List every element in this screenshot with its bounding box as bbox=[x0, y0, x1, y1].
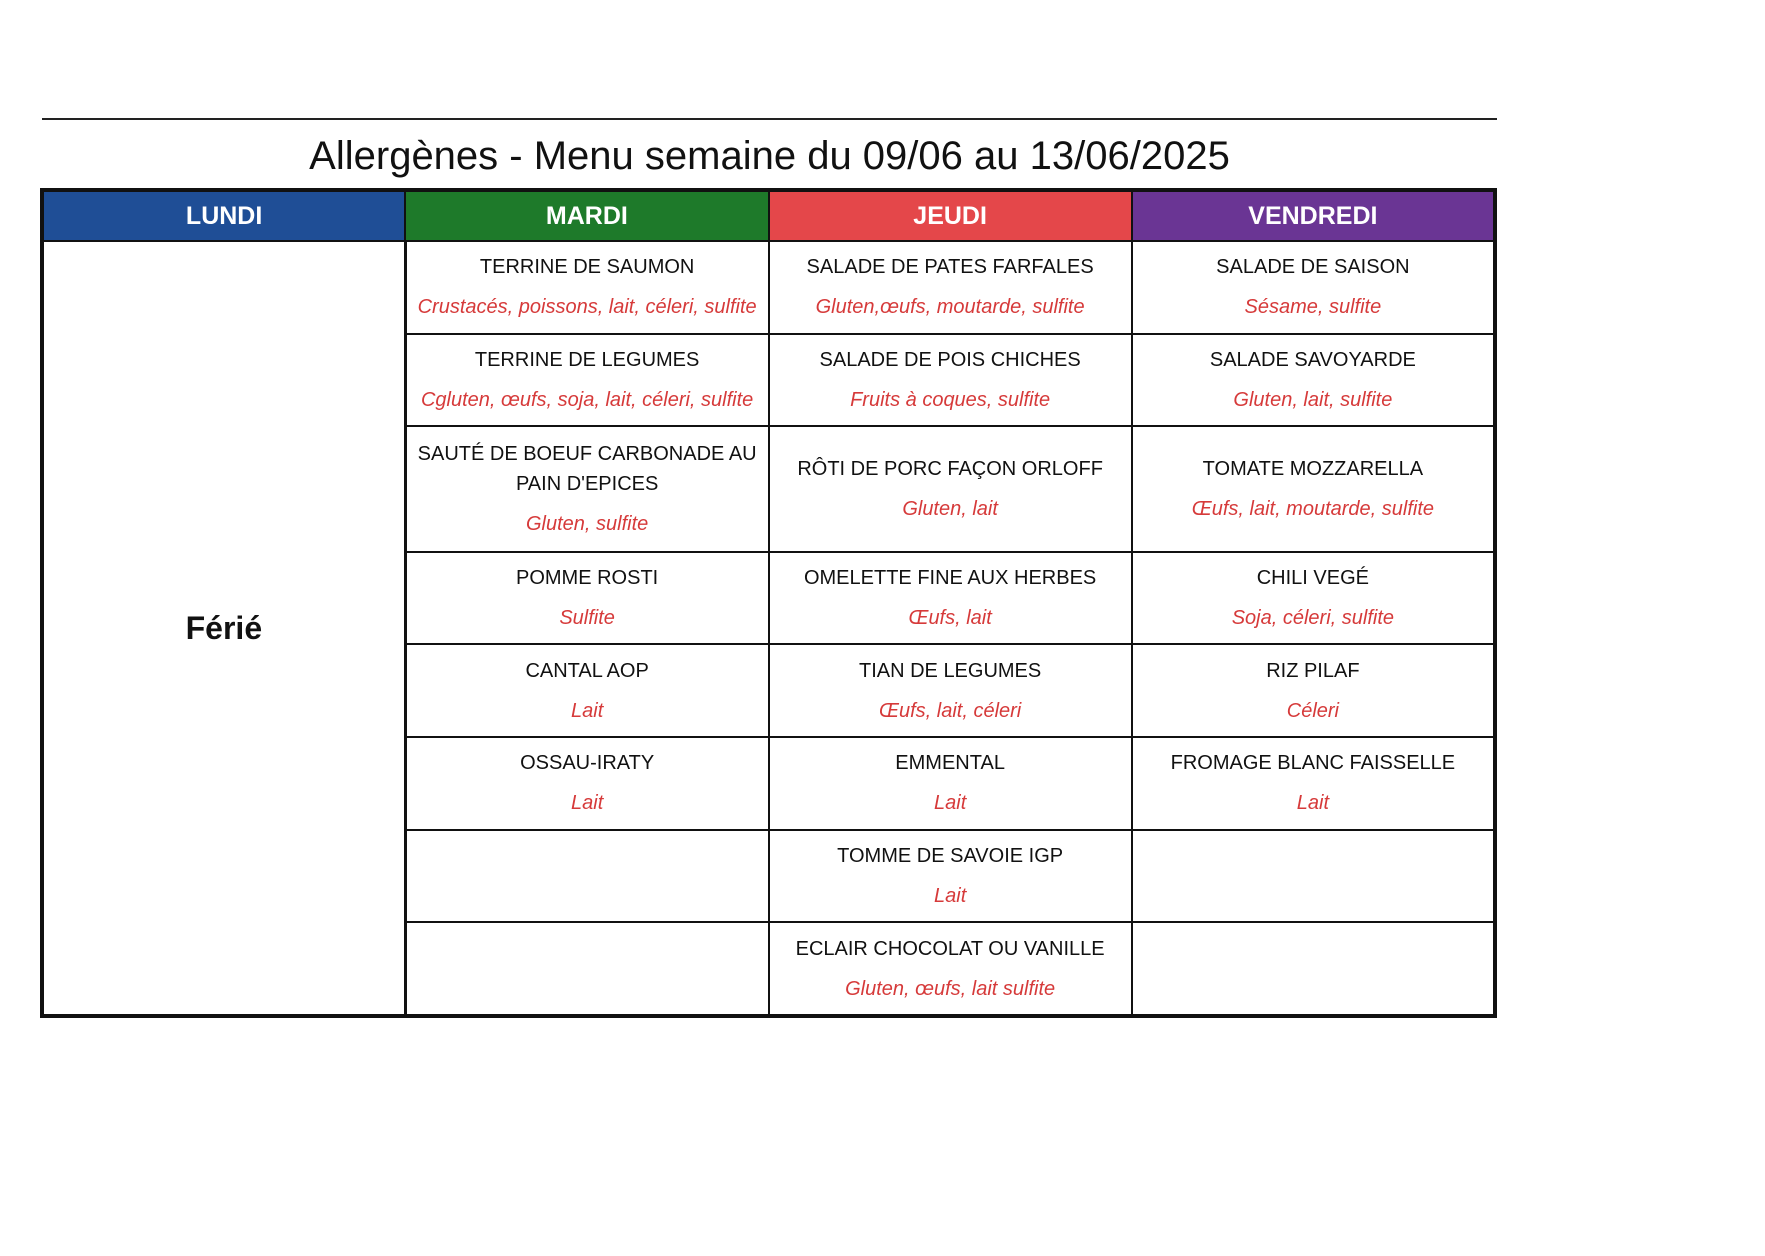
dish-allergens: Œufs, lait, céleri bbox=[878, 699, 1022, 722]
menu-cell-jeudi bbox=[769, 241, 1132, 334]
dish-allergens: Gluten, lait bbox=[902, 498, 998, 521]
menu-cell-vendredi bbox=[1132, 552, 1495, 645]
dish-allergens: Œufs, lait bbox=[908, 607, 992, 630]
dish-name: POMME ROSTI bbox=[516, 567, 659, 590]
menu-cell-vendredi bbox=[1132, 922, 1495, 1016]
dish-allergens: Fruits à coques, sulfite bbox=[850, 388, 1051, 411]
header-vendredi: VENDREDI bbox=[1132, 190, 1495, 241]
dish-allergens: Lait bbox=[1296, 792, 1329, 815]
dish-allergens: Lait bbox=[571, 699, 604, 722]
dish-name: SALADE DE SAISON bbox=[1216, 256, 1410, 279]
dish-name: RIZ PILAF bbox=[1266, 659, 1360, 682]
page-title: Allergènes - Menu semaine du 09/06 au 13/06/2025 bbox=[309, 134, 1230, 178]
dish-name: OSSAU-IRATY bbox=[520, 752, 655, 775]
allergen-menu-table bbox=[40, 188, 1497, 1018]
dish-name: TERRINE DE SAUMON bbox=[479, 256, 695, 279]
header-jeudi: JEUDI bbox=[769, 190, 1132, 241]
menu-cell-vendredi bbox=[1132, 334, 1495, 427]
dish-allergens: Soja, céleri, sulfite bbox=[1231, 607, 1395, 630]
menu-cell-mardi bbox=[405, 334, 768, 427]
dish-allergens: Lait bbox=[934, 792, 967, 815]
dish-name: TOMME DE SAVOIE IGP bbox=[837, 844, 1064, 867]
menu-cell-mardi bbox=[405, 830, 768, 923]
dish-name: SALADE DE POIS CHICHES bbox=[819, 348, 1081, 371]
menu-cell-vendredi bbox=[1132, 644, 1495, 737]
dish-name: CANTAL AOP bbox=[525, 659, 649, 682]
menu-cell-jeudi bbox=[769, 426, 1132, 552]
menu-cell-mardi bbox=[405, 426, 768, 552]
menu-cell-mardi bbox=[405, 241, 768, 334]
menu-cell-vendredi bbox=[1132, 737, 1495, 830]
top-divider bbox=[42, 118, 1497, 120]
dish-allergens: Cgluten, œufs, soja, lait, céleri, sulfite bbox=[420, 388, 754, 411]
menu-body bbox=[42, 241, 1495, 1016]
dish-allergens: Céleri bbox=[1286, 699, 1339, 722]
dish-allergens: Gluten, lait, sulfite bbox=[1233, 388, 1393, 411]
dish-name: OMELETTE FINE AUX HERBES bbox=[803, 567, 1097, 590]
dish-name: TOMATE MOZZARELLA bbox=[1202, 458, 1424, 481]
dish-name: RÔTI DE PORC FAÇON ORLOFF bbox=[797, 458, 1103, 481]
menu-cell-vendredi bbox=[1132, 830, 1495, 923]
dish-allergens: Œufs, lait, moutarde, sulfite bbox=[1191, 498, 1435, 521]
dish-allergens: Gluten,œufs, moutarde, sulfite bbox=[815, 296, 1085, 319]
dish-name: SALADE SAVOYARDE bbox=[1209, 348, 1416, 371]
dish-allergens: Lait bbox=[571, 792, 604, 815]
dish-name: EMMENTAL bbox=[895, 752, 1005, 775]
menu-cell-mardi bbox=[405, 644, 768, 737]
dish-name: CHILI VEGÉ bbox=[1256, 567, 1369, 590]
menu-cell-mardi bbox=[405, 922, 768, 1016]
dish-name: TERRINE DE LEGUMES bbox=[474, 348, 700, 371]
dish-allergens: Gluten, œufs, lait sulfite bbox=[845, 977, 1056, 1000]
header-lundi: LUNDI bbox=[42, 190, 405, 241]
menu-cell-jeudi bbox=[769, 334, 1132, 427]
menu-cell-vendredi bbox=[1132, 426, 1495, 552]
dish-name: TIAN DE LEGUMES bbox=[858, 659, 1042, 682]
menu-cell-jeudi bbox=[769, 644, 1132, 737]
header-mardi: MARDI bbox=[405, 190, 768, 241]
dish-allergens: Crustacés, poissons, lait, céleri, sulfite bbox=[417, 296, 757, 319]
dish-name: SAUTÉ DE BOEUF CARBONADE AU PAIN D'EPICES bbox=[417, 443, 757, 496]
menu-cell-jeudi bbox=[769, 922, 1132, 1016]
dish-allergens: Lait bbox=[934, 884, 967, 907]
dish-name: SALADE DE PATES FARFALES bbox=[806, 256, 1094, 279]
dish-allergens: Sulfite bbox=[559, 607, 615, 630]
menu-cell-jeudi bbox=[769, 552, 1132, 645]
menu-cell-vendredi bbox=[1132, 241, 1495, 334]
menu-cell-jeudi bbox=[769, 830, 1132, 923]
menu-cell-mardi bbox=[405, 737, 768, 830]
dish-name: FROMAGE BLANC FAISSELLE bbox=[1170, 752, 1456, 775]
menu-row bbox=[42, 241, 1495, 334]
dish-allergens: Sésame, sulfite bbox=[1244, 296, 1382, 319]
lundi-ferie-cell: Férié bbox=[42, 241, 405, 1016]
dish-allergens: Gluten, sulfite bbox=[525, 513, 649, 536]
menu-cell-mardi bbox=[405, 552, 768, 645]
dish-name: ECLAIR CHOCOLAT OU VANILLE bbox=[795, 937, 1105, 960]
header-row bbox=[42, 190, 1495, 241]
menu-cell-jeudi bbox=[769, 737, 1132, 830]
